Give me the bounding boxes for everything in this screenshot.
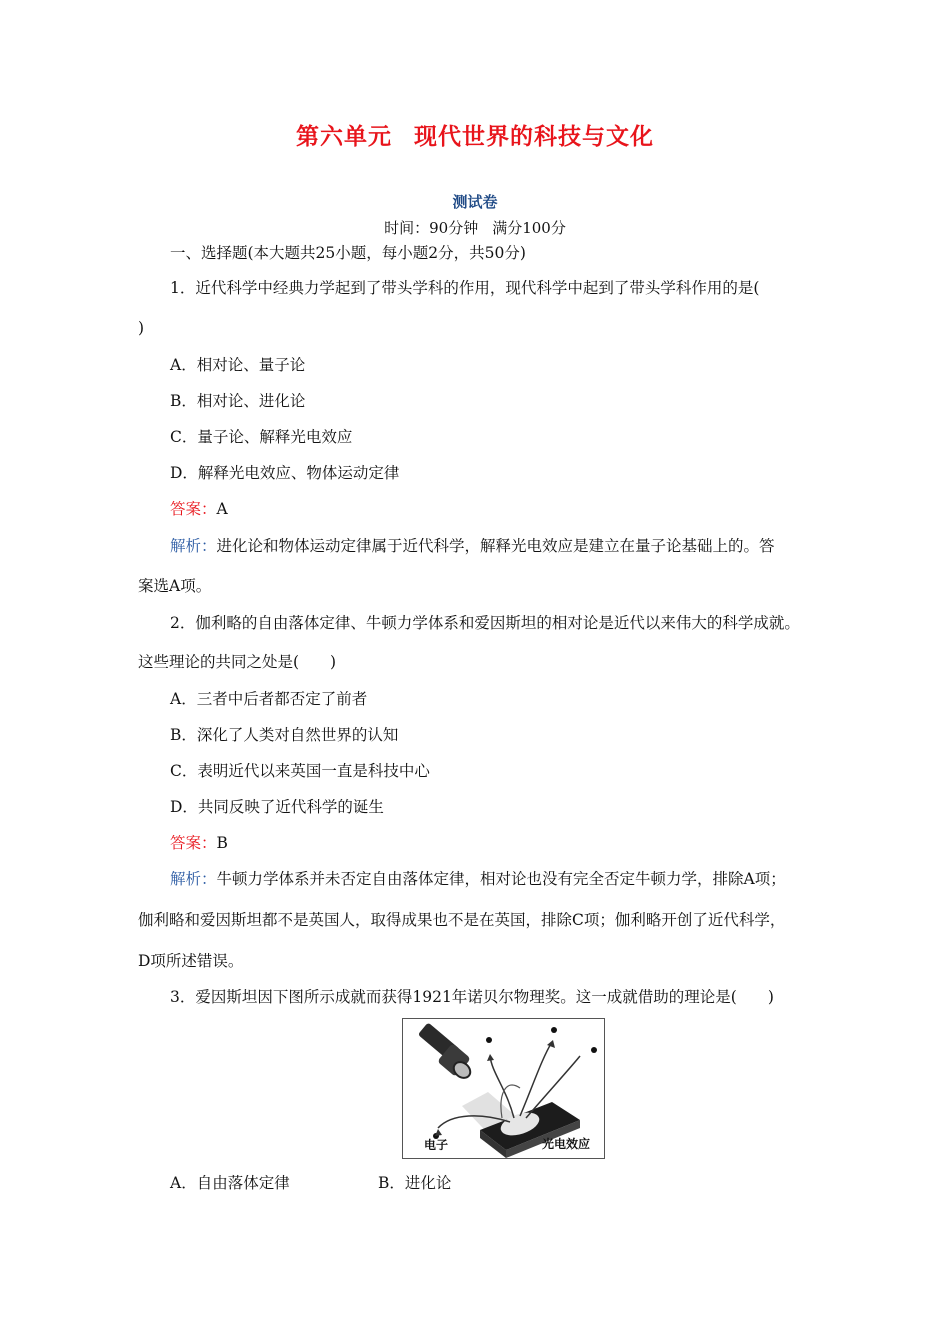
figure-label-photoelectric: 光电效应 <box>542 1137 591 1151</box>
title-unit: 第六单元 <box>296 124 392 150</box>
answer-value: B <box>216 834 228 852</box>
question-1-option-d: D．解释光电效应、物体运动定律 <box>170 464 400 482</box>
analysis-label: 解析： <box>170 537 217 555</box>
question-3-option-b: B．进化论 <box>378 1174 452 1192</box>
question-1-analysis-line1 <box>170 536 775 556</box>
question-1-analysis-line2: 案选A项。 <box>138 577 212 595</box>
question-2-option-d: D．共同反映了近代科学的诞生 <box>170 798 384 816</box>
question-2-stem-line2: 这些理论的共同之处是( ) <box>138 653 337 671</box>
question-3-option-a: A．自由落体定律 <box>170 1174 290 1192</box>
question-1-option-b: B．相对论、进化论 <box>170 392 306 410</box>
analysis-label: 解析： <box>170 870 217 888</box>
question-2-analysis-line3: D项所述错误。 <box>138 952 244 970</box>
question-1-option-c: C．量子论、解释光电效应 <box>170 428 353 446</box>
section-heading: 一、选择题(本大题共25小题，每小题2分，共50分) <box>170 244 526 262</box>
photoelectric-effect-figure <box>402 1018 605 1159</box>
analysis-text: 进化论和物体运动定律属于近代科学，解释光电效应是建立在量子论基础上的。答 <box>216 537 775 555</box>
question-2-option-b: B．深化了人类对自然世界的认知 <box>170 726 399 744</box>
question-1-option-a: A．相对论、量子论 <box>170 356 306 374</box>
question-2-option-c: C．表明近代以来英国一直是科技中心 <box>170 762 430 780</box>
page-subtitle: 测试卷 <box>452 193 498 211</box>
exam-info <box>0 217 950 238</box>
question-1-stem-line2: ) <box>138 319 145 337</box>
answer-label: 答案： <box>170 834 217 852</box>
answer-label: 答案： <box>170 500 217 518</box>
question-2-analysis-line2: 伽利略和爱因斯坦都不是英国人，取得成果也不是在英国，排除C项；伽利略开创了近代科学， <box>138 911 786 929</box>
question-1-stem-line1: 1．近代科学中经典力学起到了带头学科的作用，现代科学中起到了带头学科作用的是( <box>170 279 760 297</box>
page-title <box>0 118 950 151</box>
question-2-stem-line1: 2．伽利略的自由落体定律、牛顿力学体系和爱因斯坦的相对论是近代以来伟大的科学成就。 <box>170 614 800 632</box>
figure-label-electron: 电子 <box>424 1138 449 1152</box>
question-2-option-a: A．三者中后者都否定了前者 <box>170 690 368 708</box>
score-label: 满分100分 <box>492 219 566 237</box>
question-2-answer <box>170 833 228 853</box>
time-label: 时间：90分钟 <box>384 219 479 237</box>
question-2-analysis-line1 <box>170 869 786 889</box>
title-topic: 现代世界的科技与文化 <box>414 124 654 150</box>
question-1-answer <box>170 499 228 519</box>
answer-value: A <box>216 500 228 518</box>
analysis-text: 牛顿力学体系并未否定自由落体定律，相对论也没有完全否定牛顿力学，排除A项； <box>216 870 786 888</box>
question-3-stem-line1: 3．爱因斯坦因下图所示成就而获得1921年诺贝尔物理奖。这一成就借助的理论是( ) <box>170 988 774 1006</box>
